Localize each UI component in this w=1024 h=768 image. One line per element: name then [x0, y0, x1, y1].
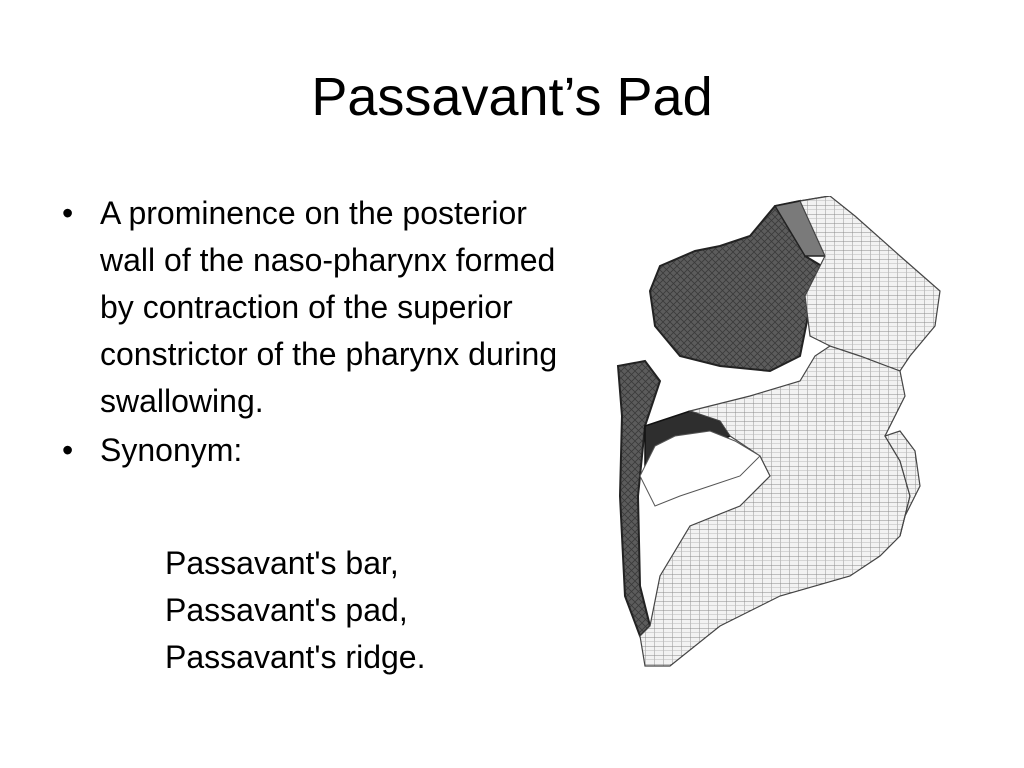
- synonym-list: [165, 540, 425, 681]
- definition-text: A prominence on the posterior wall of the naso-pharynx formed by contraction of the superior constrictor of the pharynx during swallowing.: [100, 195, 558, 419]
- bullet-marker: •: [62, 195, 74, 231]
- bullet-marker: •: [62, 432, 74, 468]
- bullet-definition: [60, 190, 580, 425]
- synonym-label: Synonym:: [100, 432, 243, 468]
- synonym-item: Passavant's bar,: [165, 545, 399, 581]
- synonym-item: Passavant's ridge.: [165, 639, 426, 675]
- slide-title: Passavant’s Pad: [311, 67, 713, 127]
- synonym-item: Passavant's pad,: [165, 592, 408, 628]
- pharynx-anatomy-icon: [600, 196, 960, 676]
- bullet-synonym: [60, 427, 580, 474]
- bullet-list: [60, 190, 580, 476]
- pharynx-anatomy-figure: [600, 196, 960, 676]
